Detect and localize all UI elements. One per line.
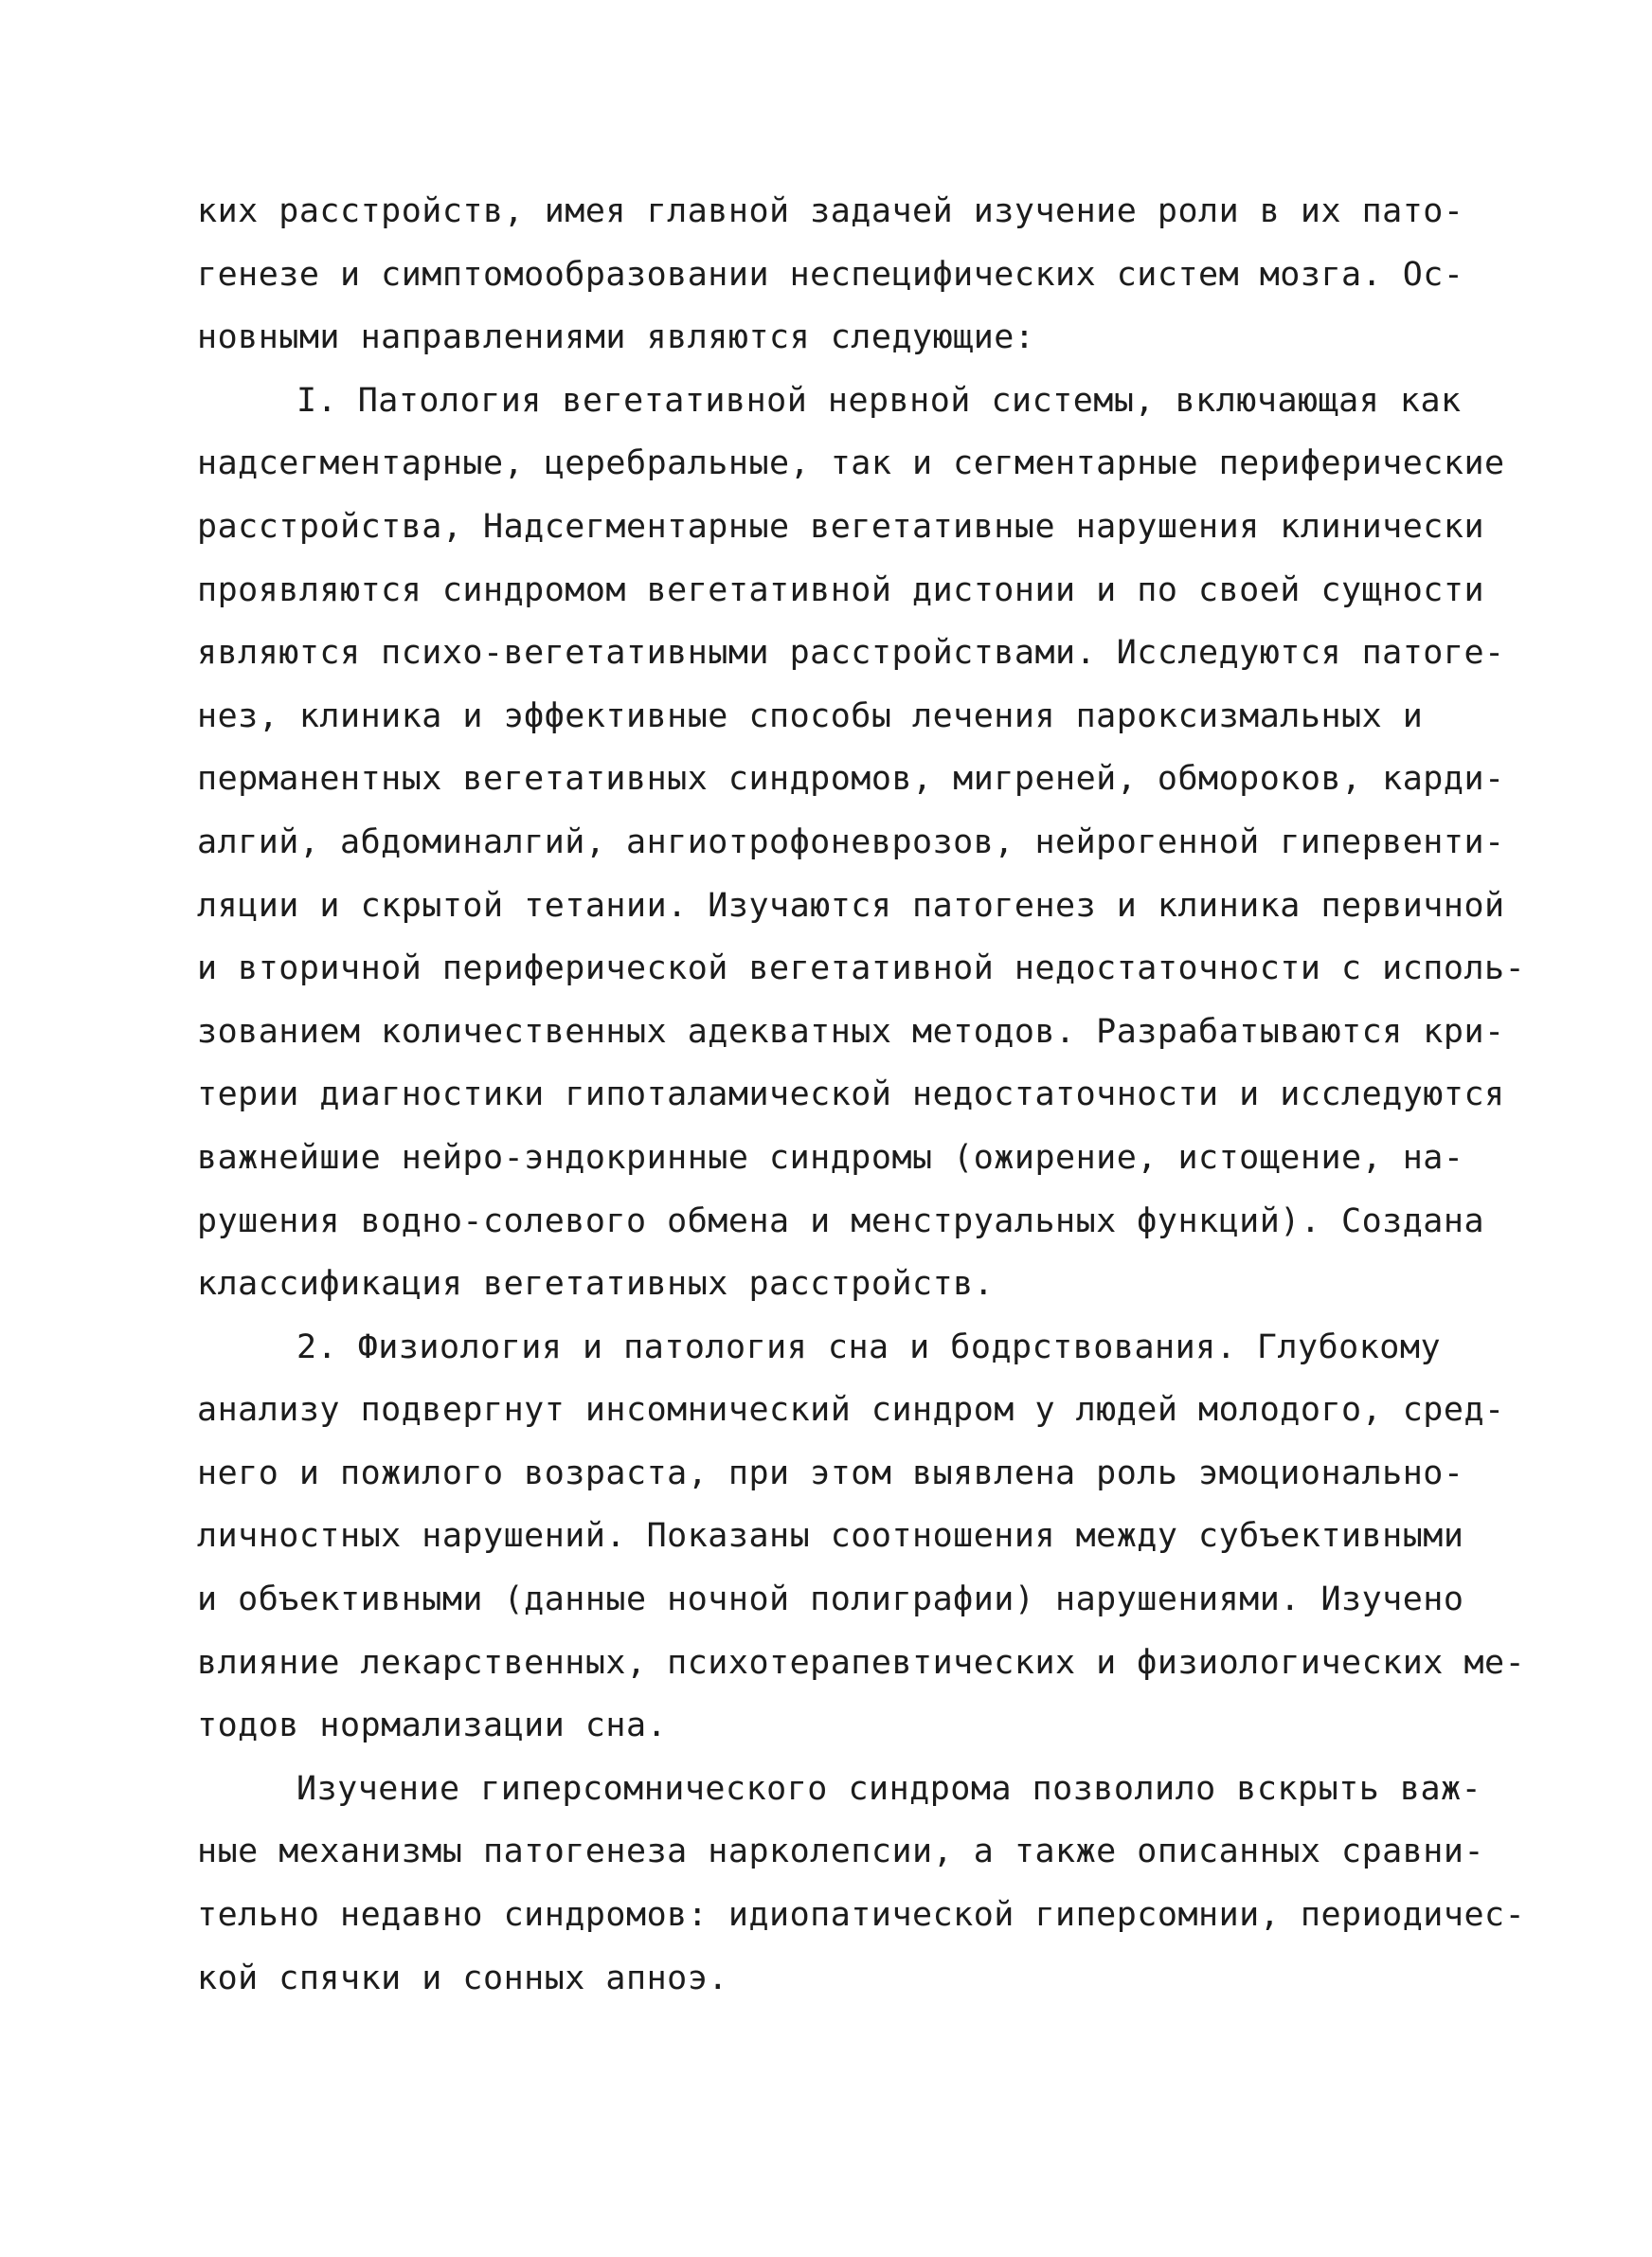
text-line: перманентных вегетативных синдромов, мигреней, обмороков, карди- (197, 760, 1505, 799)
text-line: нез, клиника и эффективные способы лечения пароксизмальных и (197, 696, 1424, 735)
text-line: алгий, абдоминалгий, ангиотрофоневрозов, нейрогенной гипервенти- (197, 822, 1505, 861)
text-line: терии диагностики гипоталамической недостаточности и исследуются (197, 1075, 1505, 1114)
text-line: тельно недавно синдромов: идиопатической гиперсомнии, периодичес- (197, 1896, 1526, 1935)
text-line: новными направлениями являются следующие: (197, 318, 1035, 357)
text-line: I. Патология вегетативной нервной системы, включающая как (296, 381, 1462, 420)
paragraph-1-vegetative (197, 370, 1526, 1316)
text-line: 2. Физиология и патология сна и бодрствования. Глубокому (296, 1327, 1442, 1366)
text-line: и объективными (данные ночной полиграфии) нарушениями. Изучено (197, 1580, 1464, 1619)
text-line: кой спячки и сонных апноэ. (197, 1959, 728, 1997)
text-line: генезе и симптомообразовании неспецифических систем мозга. Ос- (197, 255, 1464, 294)
text-line: расстройства, Надсегментарные вегетативные нарушения клинически (197, 507, 1485, 546)
text-line: надсегментарные, церебральные, так и сегментарные периферические (197, 444, 1505, 483)
text-line: него и пожилого возраста, при этом выявлена роль эмоционально- (197, 1454, 1464, 1492)
text-line: ких расстройств, имея главной задачей изучение роли в их пато- (197, 192, 1464, 230)
intro-paragraph (197, 180, 1485, 370)
text-line: зованием количественных адекватных методов. Разрабатываются кри- (197, 1012, 1505, 1051)
text-line: ляции и скрытой тетании. Изучаются патогенез и клиника первичной (197, 886, 1505, 925)
text-line: анализу подвергнут инсомнический синдром у людей молодого, сред- (197, 1391, 1505, 1430)
text-line: классификация вегетативных расстройств. (197, 1265, 995, 1304)
text-line: рушения водно-солевого обмена и менструальных функций). Создана (197, 1201, 1485, 1240)
text-line: и вторичной периферической вегетативной недостаточности с исполь- (197, 949, 1526, 988)
text-line: проявляются синдромом вегетативной дистонии и по своей сущности (197, 570, 1485, 609)
text-line: являются психо-вегетативными расстройствами. Исследуются патоге- (197, 634, 1505, 673)
text-line: ные механизмы патогенеза нарколепсии, а также описанных сравни- (197, 1833, 1485, 1871)
text-line: Изучение гиперсомнического синдрома позволило вскрыть важ- (296, 1769, 1482, 1808)
document-body (197, 180, 1526, 2010)
text-line: важнейшие нейро-эндокринные синдромы (ожирение, истощение, на- (197, 1138, 1464, 1177)
text-line: влияние лекарственных, психотерапевтических и физиологических ме- (197, 1643, 1526, 1682)
text-line: личностных нарушений. Показаны соотношения между субъективными (197, 1517, 1464, 1556)
paragraph-3-hypersomnia (197, 1758, 1526, 2010)
text-line: тодов нормализации сна. (197, 1706, 668, 1745)
paragraph-2-sleep (197, 1316, 1526, 1758)
